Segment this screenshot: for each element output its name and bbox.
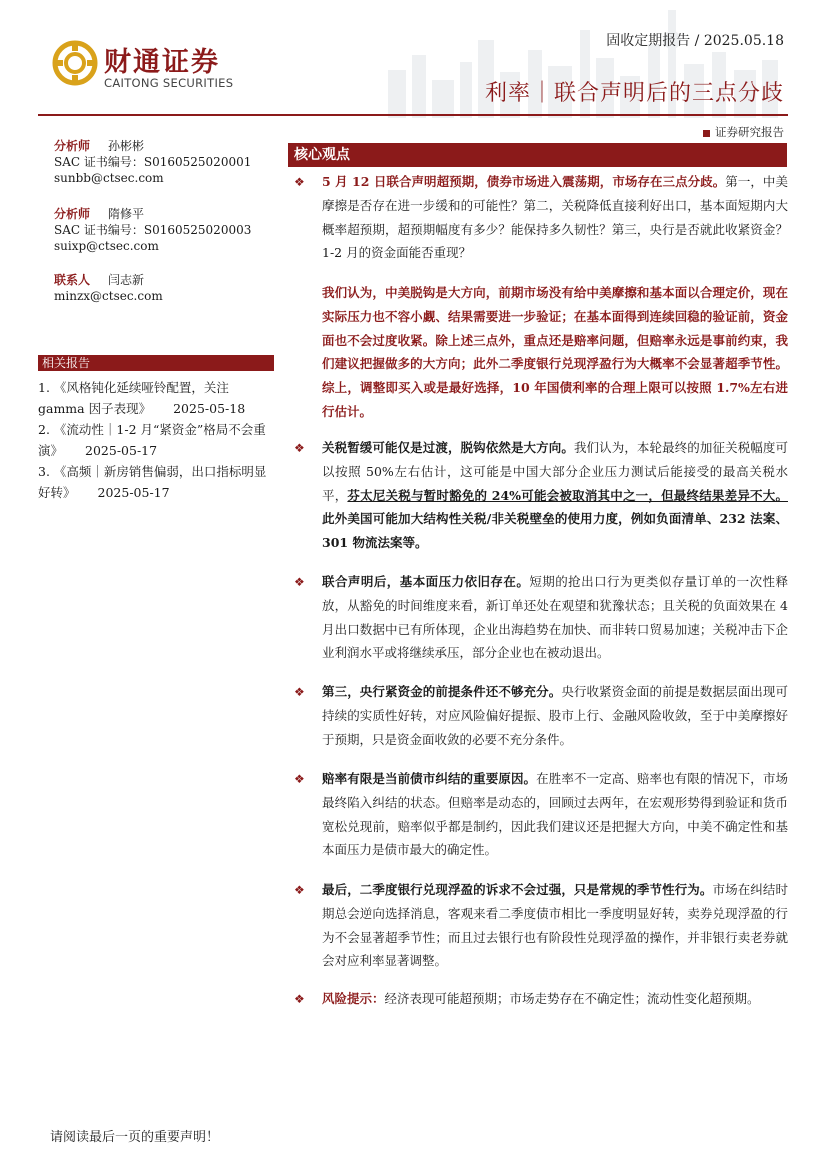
footer-disclaimer-note: 请阅读最后一页的重要声明！ bbox=[50, 1130, 220, 1145]
contact-name: 闫志新 bbox=[108, 273, 145, 287]
square-bullet-icon bbox=[703, 130, 710, 137]
logo-english-name: CAITONG SECURITIES bbox=[104, 76, 234, 90]
logo-emblem-icon bbox=[52, 40, 98, 86]
bullet-tariff: 关税暂缓可能仅是过渡，脱钩依然是大方向。我们认为，本轮最终的加征关税幅度可以按照 50%左右估计，这可能是中国大部分企业压力测试后能接受的最高关税水平，芬太尼关税与暂时豁免的 24%可能会被取消其中之一，但最终结果差异不大。此外美国可能加大结构性关税/非关税壁垒的使用力度，例如负面清单、232 法案、301 物流法案等。 bbox=[322, 440, 788, 551]
contact-role: 联系人 bbox=[54, 273, 91, 287]
bullet-banks: 最后，二季度银行兑现浮盈的诉求不会过强，只是常规的季节性行为。市场在纠结时期总会逆向选择消息，客观来看二季度债市相比一季度明显好转，卖券兑现浮盈的行为不会显著超季节性；而且过去银行也有阶段性兑现浮盈的操作，并非银行卖老券就会对应利率显著调整。 bbox=[322, 882, 788, 969]
related-report-item[interactable]: 1. 《风格钝化延续哑铃配置，关注gamma 因子表现》 2025-05-18 bbox=[38, 380, 246, 416]
diamond-bullet-icon: ❖ bbox=[294, 175, 305, 189]
analyst-email: suixp@ctsec.com bbox=[54, 239, 159, 253]
related-reports-heading: 相关报告 bbox=[38, 355, 274, 371]
analyst-role: 分析师 bbox=[54, 139, 91, 153]
report-type-date: 固收定期报告 / 2025.05.18 bbox=[606, 33, 784, 49]
logo-chinese-name: 财通证券 bbox=[104, 47, 220, 78]
analyst-cert: SAC 证书编号：S0160525020001 bbox=[54, 155, 252, 169]
diamond-bullet-icon: ❖ bbox=[294, 575, 305, 589]
related-report-date: 2025-05-18 bbox=[173, 401, 246, 416]
analyst-1 bbox=[54, 138, 251, 186]
diamond-bullet-icon: ❖ bbox=[294, 772, 305, 786]
analyst-name: 隋修平 bbox=[108, 207, 145, 221]
contact-person bbox=[54, 272, 163, 304]
diamond-bullet-icon: ❖ bbox=[294, 883, 305, 897]
core-paragraph-1: 5 月 12 日联合声明超预期，债券市场进入震荡期，市场存在三点分歧。第一，中美摩擦是否存在进一步缓和的可能性？第二，关税降低直接利好出口，基本面短期内大概率超预期，超预期幅度有多少？能保持多久韧性？第三，央行是否就此收紧资金？1-2 月的资金面能否重现？ bbox=[322, 174, 788, 261]
related-report-item[interactable]: 3. 《高频｜新房销售偏弱，出口指标明显好转》 2025-05-17 bbox=[38, 464, 267, 500]
bullet-fundamentals: 联合声明后，基本面压力依旧存在。短期的抢出口行为更类似存量订单的一次性释放，从豁免的时间维度来看，新订单还处在观望和犹豫状态；且关税的负面效果在 4 月出口数据中已有所体现，企业出海趋势在加快、而非转口贸易加速；关税冲击下企业利润水平或将继续承压，部分企业也在被动退出。 bbox=[322, 574, 788, 661]
analyst-name: 孙彬彬 bbox=[108, 139, 145, 153]
header-rule bbox=[38, 114, 788, 116]
diamond-bullet-icon: ❖ bbox=[294, 992, 305, 1006]
doc-type-label: 证券研究报告 bbox=[715, 125, 784, 139]
core-views-heading: 核心观点 bbox=[288, 143, 787, 167]
bullet-odds: 赔率有限是当前债市纠结的重要原因。在胜率不一定高、赔率也有限的情况下，市场最终陷入纠结的状态。但赔率是动态的，回顾过去两年，在宏观形势得到验证和货币宽松兑现前，赔率似乎都是制约，因此我们建议还是把握大方向，中美不确定性和基本面压力是债市最大的确定性。 bbox=[322, 771, 788, 858]
related-report-date: 2025-05-17 bbox=[85, 443, 158, 458]
analyst-email: sunbb@ctsec.com bbox=[54, 171, 164, 185]
analyst-cert: SAC 证书编号：S0160525020003 bbox=[54, 223, 252, 237]
bullet-central-bank: 第三，央行紧资金的前提条件还不够充分。央行收紧资金面的前提是数据层面出现可持续的实质性好转，对应风险偏好提振、股市上行、金融风险收敛，至于中美摩擦好于预期，只是资金面收敛的必要不充分条件。 bbox=[322, 684, 788, 747]
related-reports-list bbox=[38, 377, 274, 503]
core-paragraph-2: 我们认为，中美脱钩是大方向，前期市场没有给中美摩擦和基本面以合理定价，现在实际压力也不容小觑、结果需要进一步验证；在基本面得到连续回稳的验证前，资金面也不会过度收紧。除上述三点外，重点还是赔率问题，但赔率永远是事前约束，我们建议把握做多的大方向；此外二季度银行兑现浮盈行为大概率不会显著超季节性。综上，调整即买入或是最好选择，10 年国债利率的合理上限可以按照 1.7%左右进行估计。 bbox=[322, 285, 788, 419]
caitong-logo bbox=[52, 38, 247, 98]
analyst-2 bbox=[54, 206, 251, 254]
diamond-bullet-icon: ❖ bbox=[294, 441, 305, 455]
diamond-bullet-icon: ❖ bbox=[294, 685, 305, 699]
report-title: 利率｜联合声明后的三点分歧 bbox=[484, 81, 784, 106]
doc-type-tag bbox=[703, 124, 784, 140]
contact-email: minzx@ctsec.com bbox=[54, 289, 163, 303]
analyst-role: 分析师 bbox=[54, 207, 91, 221]
risk-warning: 风险提示：经济表现可能超预期；市场走势存在不确定性；流动性变化超预期。 bbox=[322, 991, 760, 1006]
related-report-item[interactable]: 2. 《流动性｜1-2 月“紧资金”格局不会重演》 2025-05-17 bbox=[38, 422, 266, 458]
related-report-date: 2025-05-17 bbox=[97, 485, 170, 500]
